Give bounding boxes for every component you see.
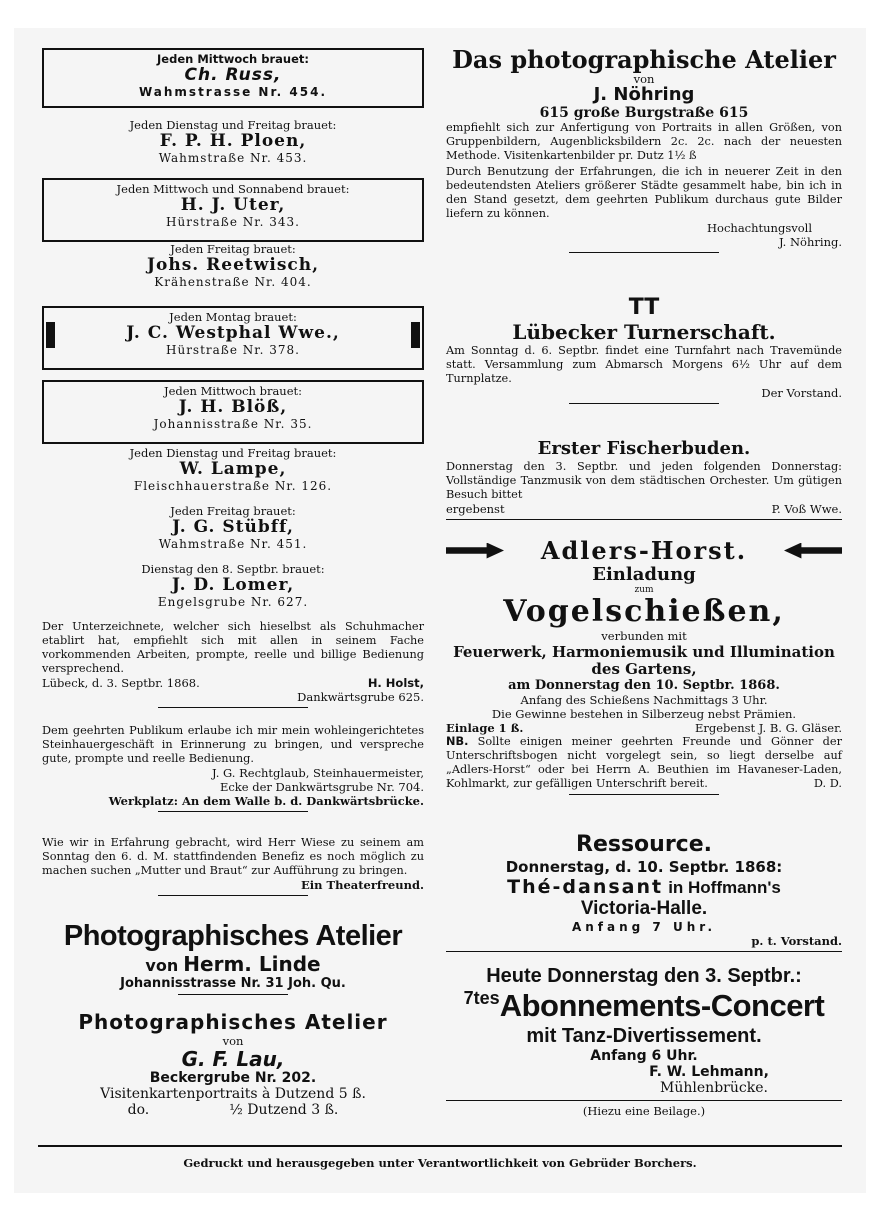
divider xyxy=(569,252,719,253)
ad-concert: Heute Donnerstag den 3. Septbr.: 7tes Abonnements-Concert mit Tanz-Divertissement. Anfang 6 Uhr. F. W. Lehmann, Mühlenbrücke. (Hiezu eine Beilage.) xyxy=(446,964,842,1118)
ad-linde: Photographisches Atelier von Herm. Linde Johannisstrasse Nr. 31 Joh. Qu. xyxy=(42,920,424,998)
divider xyxy=(569,794,719,795)
divider xyxy=(178,994,288,995)
ad-theaterfreund: Wie wir in Erfahrung gebracht, wird Herr Wiese zu seinem am Sonntag den 6. d. M. stattfindenden Benefiz es noch möglich zu machen suchen „Mutter und Braut“ zur Aufführung zu bringen. Ein Theaterfreund. xyxy=(42,836,424,899)
ad-holst: Der Unterzeichnete, welcher sich hieselbst als Schuhmacher etablirt hat, empfiehlt sich mit allen in seinem Fache vorkommenden Arbeiten, prompte, reelle und billige Bedienung versprechend. Lübeck, d. 3. Septbr. 1868. H. Holst, Dankwärtsgrube 625. xyxy=(42,620,424,711)
footer-rule xyxy=(38,1145,842,1147)
ad-fischerbuden: Erster Fischerbuden. Donnerstag den 3. Septbr. und jeden folgenden Donnerstag: Vollständige Tanzmusik von dem städtischen Orchester. Um gütigen Besuch bittet ergebenst P. Voß Wwe. xyxy=(446,438,842,523)
newspaper-page xyxy=(14,28,866,1193)
divider xyxy=(446,1100,842,1101)
ad-reetwisch: Jeden Freitag brauet: Johs. Reetwisch, Krähenstraße Nr. 404. xyxy=(146,242,320,289)
ad-russ: Jeden Mittwoch brauet: Ch. Russ, Wahmstrasse Nr. 454. xyxy=(42,48,424,108)
divider xyxy=(446,951,842,952)
ad-ploen: Jeden Dienstag und Freitag brauet: F. P. H. Ploen, Wahmstraße Nr. 453. xyxy=(129,118,337,165)
ad-ressource: Ressource. Donnerstag, d. 10. Septbr. 1868: Thé-dansant in Hoffmann's Victoria-Halle. Anfang 7 Uhr. p. t. Vorstand. xyxy=(446,832,842,955)
ad-lomer: Dienstag den 8. Septbr. brauet: J. D. Lomer, Engelsgrube Nr. 627. xyxy=(141,562,325,609)
ad-steinhauer: Dem geehrten Publikum erlaube ich mir mein wohleingerichtetes Steinhauergeschäft in Erinnerung zu bringen, und verspreche gute, prompte und reelle Bedienung. J. G. Rechtglaub, Steinhauermeister, Ecke der Dankwärtsgrube Nr. 704. Werkplatz: An dem Walle b. d. Dankwärtsbrücke. xyxy=(42,724,424,815)
ad-uter: Jeden Mittwoch und Sonnabend brauet: H. J. Uter, Hürstraße Nr. 343. xyxy=(42,178,424,242)
ad-bloss: Jeden Mittwoch brauet: J. H. Blöß, Johannisstraße Nr. 35. xyxy=(42,380,424,444)
divider xyxy=(158,811,308,812)
border-ornament-right xyxy=(411,322,420,348)
ad-noehring: Das photographische Atelier von J. Nöhring 615 große Burgstraße 615 empfiehlt sich zur Anfertigung von Portraits in allen Größen, von Gruppenbildern, Augenblicksbildern 2c. 2c. nach der neuesten Methode. Visitenkartenbilder pr. Dutz 1½ ß Durch Benutzung der Erfahrungen, die ich in neuerer Zeit in den bedeutendsten Ateliers größerer Städte gesammelt habe, bin ich in den Stand gesetzt, dem geehrten Publikum durchaus gute Bilder liefern zu können. Hochachtungsvoll J. Nöhring. xyxy=(446,46,842,256)
ad-turnerschaft: TT Lübecker Turnerschaft. Am Sonntag d. 6. Septbr. findet eine Turnfahrt nach Travemünde statt. Versammlung zum Abmarsch Morgens 6½ Uhr auf dem Turnplatze. Der Vorstand. xyxy=(446,296,842,407)
pointing-hand-icon xyxy=(446,543,504,559)
divider xyxy=(158,895,308,896)
ad-lau: Photographisches Atelier von G. F. Lau, Beckergrube Nr. 202. Visitenkartenportraits à Dutzend 5 ß. do. ½ Dutzend 3 ß. xyxy=(78,1010,388,1118)
turner-logo: TT xyxy=(628,295,660,320)
imprint-footer: Gedruckt und herausgegeben unter Verantwortlichkeit von Gebrüder Borchers. xyxy=(183,1156,697,1170)
ad-adlers-horst: Adlers-Horst. Einladung zum Vogelschießen, verbunden mit Feuerwerk, Harmoniemusik und Illumination des Gartens, am Donnerstag den 10. Septbr. 1868. Anfang des Schießens Nachmittags 3 Uhr. Die Gewinne bestehen in Silberzeug nebst Prämien. Einlage 1 ß. Ergebenst J. B. G. Gläser. NB. Sollte einigen meiner geehrten Freunde und Gönner der Unterschriftsbogen nicht vorgelegt sein, so liegt derselbe auf „Adlers-Horst“ oder bei Herrn A. Beuthien im Havaneser-Laden, Kohlmarkt, zur gefälligen Unterschrift bereit. D. D. xyxy=(446,536,842,798)
pointing-hand-icon xyxy=(784,543,842,559)
ad-stuebff: Jeden Freitag brauet: J. G. Stübff, Wahmstraße Nr. 451. xyxy=(158,504,308,551)
divider xyxy=(158,707,308,708)
border-ornament-left xyxy=(46,322,55,348)
ad-westphal: Jeden Montag brauet: J. C. Westphal Wwe., Hürstraße Nr. 378. xyxy=(42,306,424,370)
ad-lampe: Jeden Dienstag und Freitag brauet: W. Lampe, Fleischhauerstraße Nr. 126. xyxy=(129,446,337,493)
divider xyxy=(446,519,842,520)
divider xyxy=(569,403,719,404)
